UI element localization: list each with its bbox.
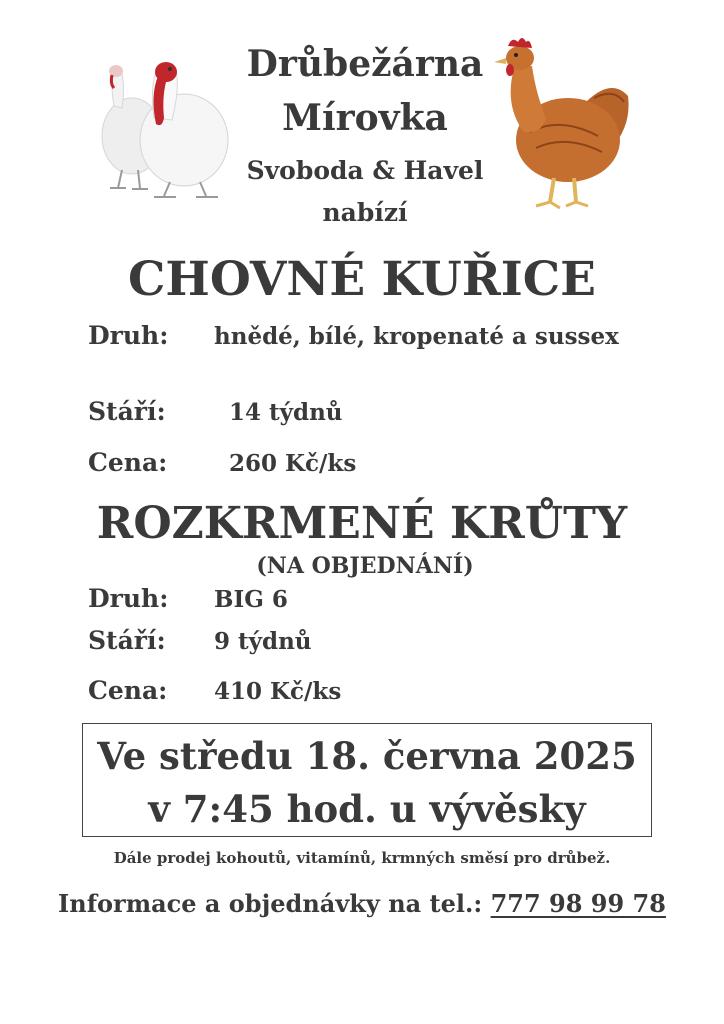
turkeys-heading: ROZKRMENÉ KRŮTY xyxy=(96,498,628,549)
offers-text: nabízí xyxy=(322,198,408,227)
title-line-2: Mírovka xyxy=(282,97,448,139)
turkeys-order-note: (NA OBJEDNÁNÍ) xyxy=(256,553,474,579)
chicks-price-label: Cena: xyxy=(88,448,168,477)
phone-number: 777 98 99 78 xyxy=(490,889,666,918)
event-time-place: v 7:45 hod. u vývěsky xyxy=(148,787,586,831)
chicks-age-value: 14 týdnů xyxy=(229,399,343,426)
turkeys-breed-label: Druh: xyxy=(88,584,169,613)
turkeys-age-value: 9 týdnů xyxy=(214,628,312,655)
chicks-age-label: Stáří: xyxy=(88,397,166,426)
chicks-breed-label: Druh: xyxy=(88,321,169,350)
contact-line xyxy=(40,888,684,920)
chicks-breed-value: hnědé, bílé, kropenaté a sussex xyxy=(214,323,619,350)
turkeys-age-label: Stáří: xyxy=(88,626,166,655)
event-date: Ve středu 18. června 2025 xyxy=(97,734,637,778)
turkeys-breed-value: BIG 6 xyxy=(214,586,288,613)
also-sold-text: Dále prodej kohoutů, vitamínů, krmných směsí pro drůbež. xyxy=(113,849,611,867)
chicks-price-value: 260 Kč/ks xyxy=(229,450,357,477)
chicks-heading: CHOVNÉ KUŘICE xyxy=(128,252,596,307)
turkeys-price-label: Cena: xyxy=(88,676,168,705)
turkeys-price-value: 410 Kč/ks xyxy=(214,678,342,705)
title-line-1: Drůbežárna xyxy=(246,43,484,85)
contact-label: Informace a objednávky na tel.: xyxy=(58,889,483,918)
owners: Svoboda & Havel xyxy=(246,156,484,185)
